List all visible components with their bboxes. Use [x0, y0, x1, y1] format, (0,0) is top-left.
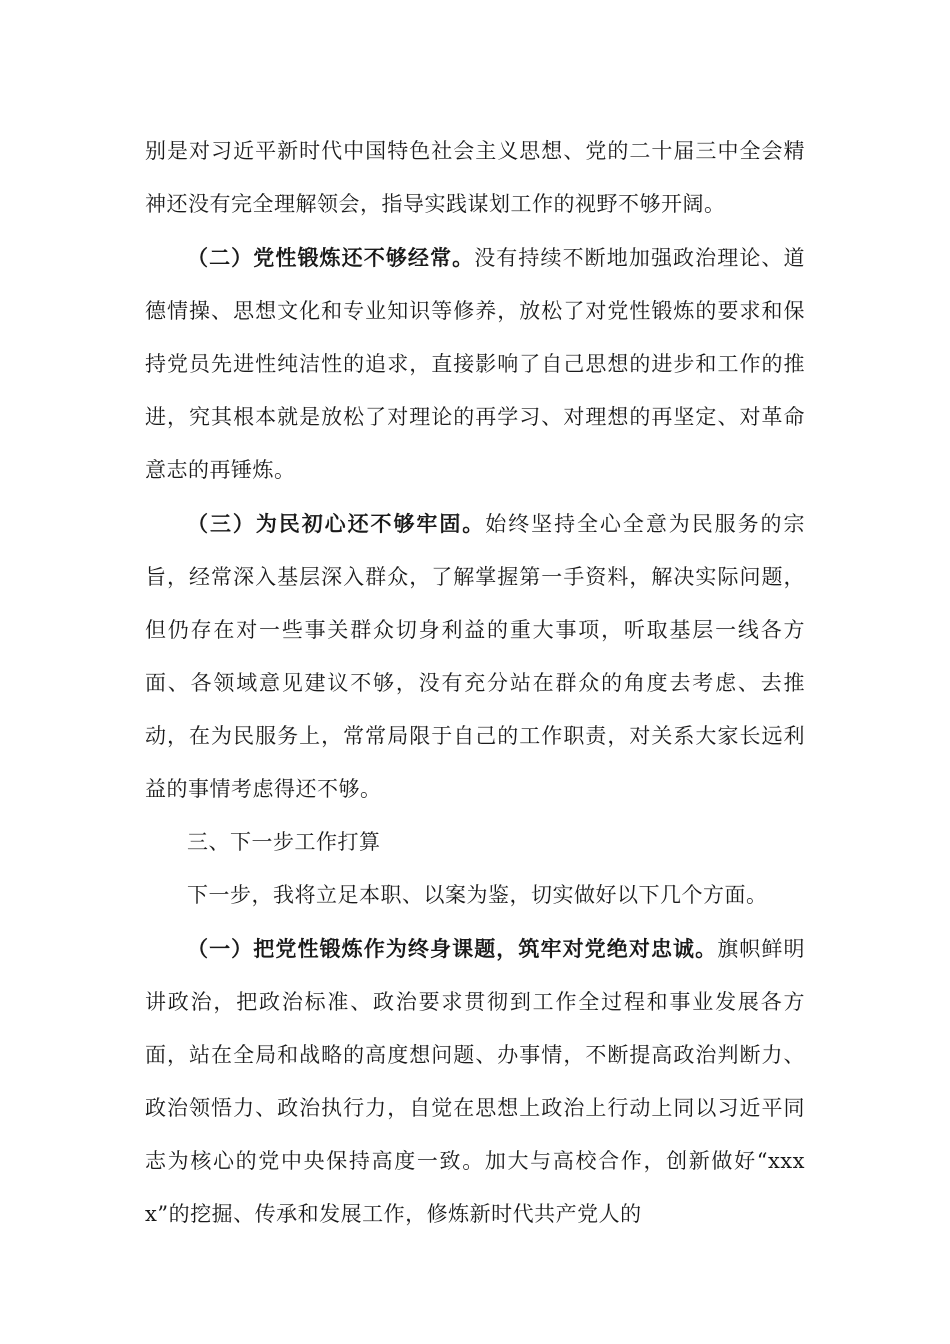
paragraph-text: 别是对习近平新时代中国特色社会主义思想、党的二十届三中全会精神还没有完全理解领会，指导实践谋划工作的视野不够开阔。 — [145, 139, 805, 216]
paragraph-loyalty — [145, 922, 805, 1241]
paragraph-continuation — [145, 125, 805, 231]
paragraph-heading: （二）党性锻炼还不够经常。 — [187, 245, 475, 270]
section-heading — [145, 816, 805, 869]
paragraph-text: 下一步，我将立足本职、以案为鉴，切实做好以下几个方面。 — [187, 883, 768, 907]
document-body — [145, 125, 805, 1241]
paragraph-people-first — [145, 497, 805, 816]
paragraph-text: 旗帜鲜明讲政治，把政治标准、政治要求贯彻到工作全过程和事业发展各方面，站在全局和战略的高度想问题、办事情，不断提高政治判断力、政治领悟力、政治执行力，自觉在思想上政治上行动上同以习近平同志为核心的党中央保持高度一致。加大与高校合作，创新做好“xxxx”的挖掘、传承和发展工作，修炼新时代共产党人的 — [145, 937, 806, 1226]
paragraph-party-spirit — [145, 231, 805, 497]
paragraph-intro — [145, 869, 805, 922]
paragraph-text: 始终坚持全心全意为民服务的宗旨，经常深入基层深入群众，了解掌握第一手资料，解决实际问题，但仍存在对一些事关群众切身利益的重大事项，听取基层一线各方面、各领域意见建议不够，没有充分站在群众的角度去考虑、去推动，在为民服务上，常常局限于自己的工作职责，对关系大家长远利益的事情考虑得还不够。 — [145, 512, 805, 801]
paragraph-heading: （一）把党性锻炼作为终身课题，筑牢对党绝对忠诚。 — [187, 936, 718, 961]
paragraph-heading: （三）为民初心还不够牢固。 — [187, 511, 486, 536]
paragraph-text: 没有持续不断地加强政治理论、道德情操、思想文化和专业知识等修养，放松了对党性锻炼的要求和保持党员先进性纯洁性的追求，直接影响了自己思想的进步和工作的推进，究其根本就是放松了对理论的再学习、对理想的再坚定、对革命意志的再锤炼。 — [145, 246, 805, 482]
section-heading-text: 三、下一步工作打算 — [187, 830, 381, 854]
